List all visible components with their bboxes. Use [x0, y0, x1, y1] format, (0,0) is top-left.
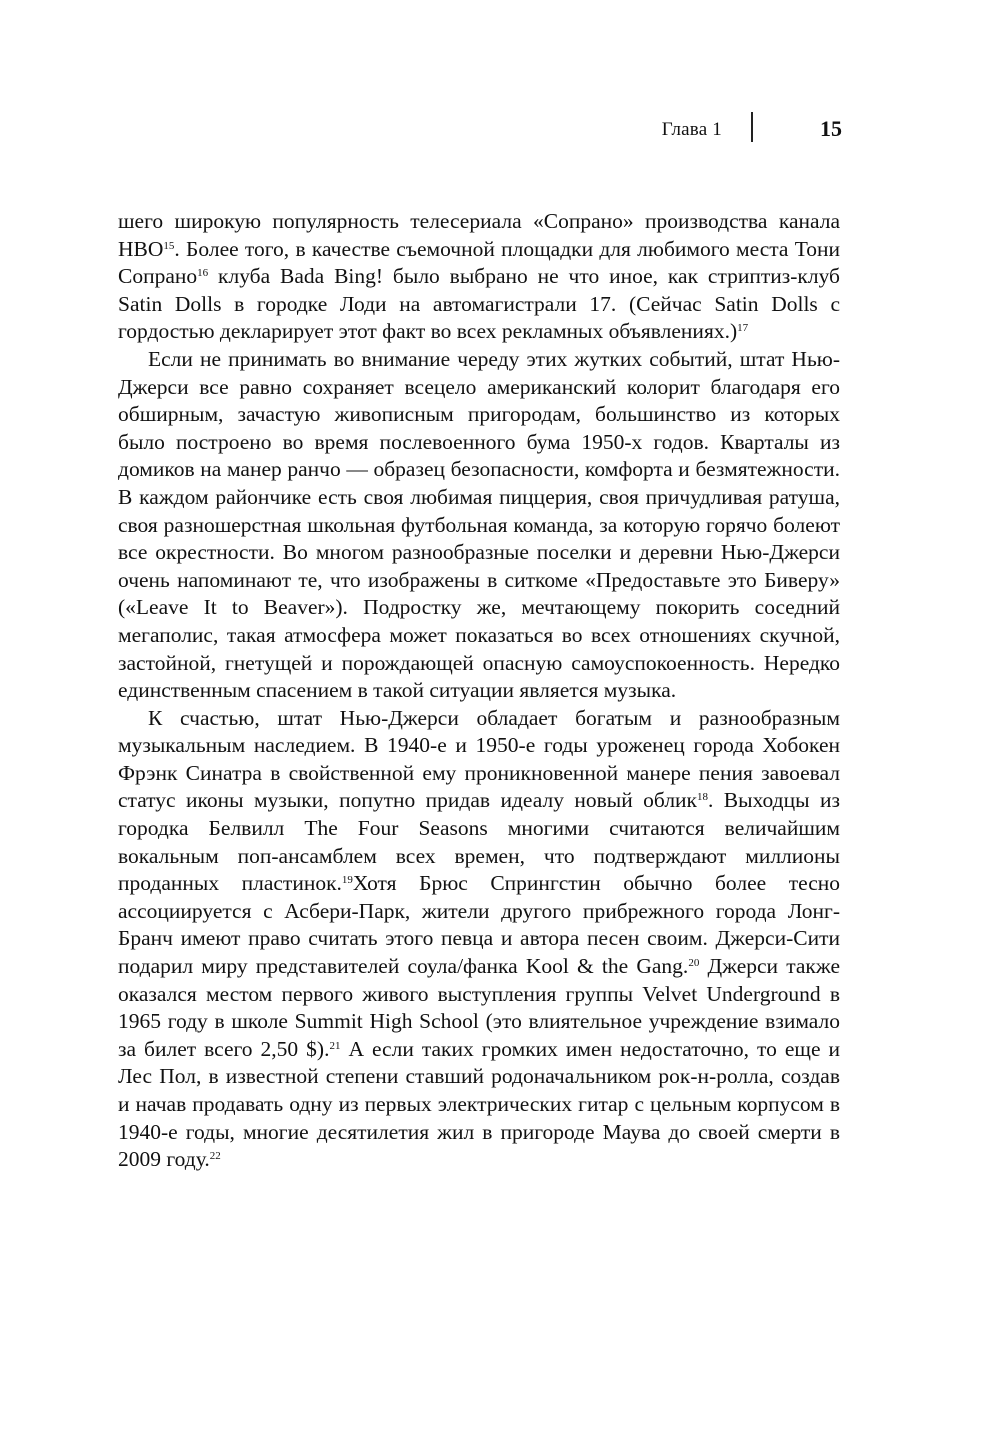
footnote-ref: 22	[209, 1150, 221, 1163]
body-text	[118, 208, 840, 1174]
text-run: К счастью, штат Нью-Джерси обладает богатым и разнообразным музыкальным наследием. В 1940-е и 1950-е годы уроженец города Хобокен Фрэнк Синатра в свойственной ему проникновенной манере пения завоевал статус иконы музыки, попутно придав идеалу новый облик	[118, 705, 840, 813]
footnote-ref: 15	[163, 239, 175, 252]
text-run: . Выходцы из городка Белвилл The Four Seasons многими считаются величайшим вокальным поп-ансамблем всех времен, что подтверждают миллионы проданных пластинок.	[118, 788, 840, 896]
footnote-ref: 17	[737, 322, 749, 335]
footnote-ref: 16	[197, 267, 209, 280]
footnote-ref: 19	[341, 874, 353, 887]
footnote-ref: 20	[688, 956, 700, 969]
text-run: шего широкую популярность телесериала «Сопрано» производства канала HBO	[118, 209, 840, 261]
text-run: клуба Bada Bing! было выбрано не что иное, как стриптиз-клуб Satin Dolls в городке Лоди на автомагистрали 17. (Сейчас Satin Dolls с гордостью декларирует этот факт во всех рекламных объявлениях.)	[118, 264, 840, 344]
header-divider	[751, 112, 753, 142]
text-run: Хотя Брюс Спрингстин обычно более тесно ассоциируется с Асбери-Парк, жители другого прибрежного города Лонг-Бранч имеют право считать этого певца и автора песен своим. Джерси-Сити подарил миру представителей соула/фанка Kool & the Gang.	[118, 871, 841, 979]
chapter-label: Глава 1	[661, 119, 722, 140]
paragraph	[118, 705, 840, 1174]
footnote-ref: 18	[697, 791, 708, 804]
footnote-ref: 21	[329, 1039, 341, 1052]
running-header	[0, 112, 986, 148]
text-run: А если таких громких имен недостаточно, то еще и Лес Пол, в известной степени ставший родоначальником рок-н-ролла, создав и начав продавать одну из первых электрических гитар с цельным корпусом в 1940-е годы, многие десятилетия жил в пригороде Маува до своей смерти в 2009 году.	[118, 1036, 840, 1172]
text-run: . Более того, в качестве съемочной площадки для любимого места Тони Сопрано	[118, 236, 840, 289]
paragraph	[118, 346, 840, 705]
paragraph	[118, 208, 840, 346]
text-run: Джерси также оказался местом первого живого выступления группы Velvet Underground в 1965 году в школе Summit High School (это влиятельное учреждение взимало за билет всего 2,50 $).	[118, 954, 840, 1061]
page-number: 15	[820, 116, 842, 141]
text-run: Если не принимать во внимание череду этих жутких событий, штат Нью-Джерси все равно сохраняет всецело американский колорит благодаря его обширным, зачастую живописным пригородам, большинство из которых было построено во время послевоенного бума 1950-х годов. Кварталы из домиков на манер ранчо — образец безопасности, комфорта и безмятежности. В каждом райончике есть своя любимая пиццерия, своя причудливая ратуша, своя разношерстная школьная футбольная команда, за которую горячо болеют все окрестности. Во многом разнообразные поселки и деревни Нью-Джерси очень напоминают те, что изображены в ситкоме «Предоставьте это Биверу» («Leave It to Beaver»). Подростку же, мечтающему покорить соседний мегаполис, такая атмосфера может показаться во всех отношениях скучной, застойной, гнетущей и порождающей опасную самоуспокоенность. Нередко единственным спасением в такой ситуации является музыка.	[118, 346, 840, 703]
